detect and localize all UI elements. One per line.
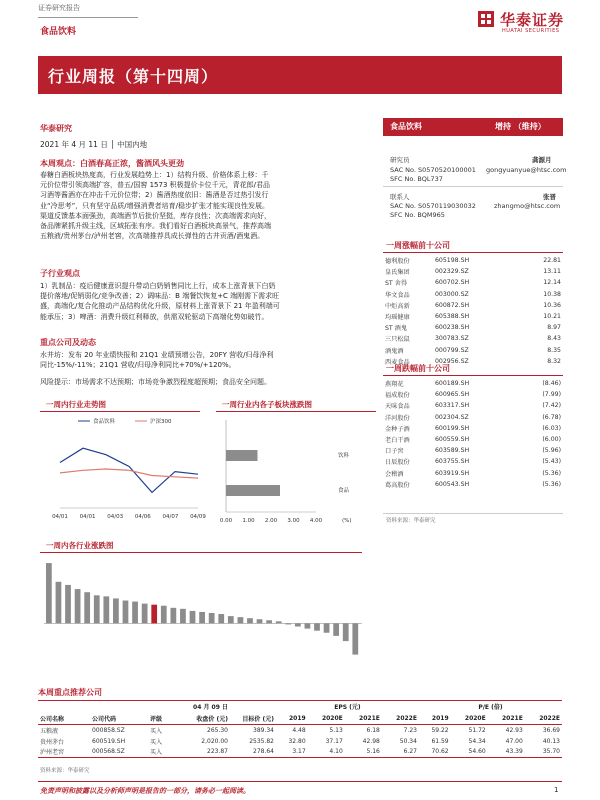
rating-value: 增持 （维持） [495,122,546,131]
section-research: 华泰研究 [40,124,72,133]
table-cell: 42.93 [505,726,523,734]
losers-row [383,378,563,389]
table-cell: 买入 [150,738,163,746]
gainers-row [383,289,563,300]
table-cell: 贵州茅台 [40,738,65,746]
sector-unit: (%) [342,518,352,524]
sub-line: 1）乳制品：疫后健康意识提升带动白奶销售同比上行，成本上涨背景下白奶 [40,282,276,290]
contact-name: 张晋 [543,193,556,201]
gainers-code: 605198.SH [435,257,470,265]
table-cell: 389.34 [253,726,274,734]
industry-bar [238,617,244,623]
losers-name: 洋河股份 [385,414,410,422]
table-cell: 70.62 [419,747,451,758]
recommend-table [38,700,562,758]
bottom-source: 资料来源：华泰研究 [40,768,90,774]
header-category: 食品饮料 [40,27,77,37]
view-line: 五粮液/贵州茅台/泸州老窖，次高端推荐具成长弹性的古井贡酒/酒鬼酒。 [40,232,265,241]
gainers-change: 13.11 [543,268,561,276]
gainers-code: 003000.SZ [435,290,469,298]
gainers-row [383,266,563,277]
contact-sac: SAC No. S0570119030032 [390,202,476,210]
analyst-email[interactable]: gongyuanyue@htsc.com [486,166,567,174]
rating-sector: 食品饮料 [390,122,422,131]
sector-category-label: 食品 [338,488,350,494]
sub-line: 能承压；3）啤酒：消费升级红利释放，供需双轮驱动下高端化势如破竹。 [40,312,269,321]
losers-title: 一周跌幅前十公司 [386,364,450,373]
trend-tick-label: 04/06 [134,514,151,520]
gainers-code: 600238.SH [435,324,470,332]
gainers-row [383,255,563,266]
sub-paragraph [40,281,375,322]
sector-tick-label: 0.00 [219,518,233,524]
losers-row [383,389,563,400]
eps-header: EPS (元) [276,701,419,713]
view-line: 元价位带引领高端扩容，普五/国窖 1573 积极提价卡位千元，青花郎/君品 [40,181,270,190]
losers-row [383,412,563,423]
gainers-row [383,345,563,356]
table-cell: 泸州老窖 [38,747,90,758]
table-cell: 000568.SZ [90,747,148,758]
analyst-sac: SAC No. S0570520100001 [390,166,476,174]
page-title: 行业周报（第十四周） [48,67,219,86]
table-cell: 000858.SZ [92,726,125,734]
table-cell: 61.59 [431,737,449,745]
gainers-code: 002956.SZ [435,357,469,365]
gainers-name: 华文食品 [385,291,410,299]
col-header: 2021E [488,713,525,725]
industry-bar [56,582,62,624]
gainers-name: 三只松鼠 [385,336,410,344]
company-line: 水井坊：发布 20 年业绩快报和 21Q1 业绩预增公告，20FY 营收/归母净利 [40,351,274,359]
industry-bar [209,613,215,623]
industry-bar [228,616,234,623]
industry-bar [46,563,52,623]
losers-line [383,375,563,376]
table-cell: 51.72 [468,726,486,734]
view-line: 业“冷思考”，只有坚守品质/增强消费者培育/稳步扩张才能实现良性发展。 [40,201,269,210]
gainers-change: 12.14 [543,279,561,287]
pe-header: P/E (倍) [419,701,562,713]
losers-row [383,434,563,445]
losers-name: 福成股份 [385,392,410,400]
disclaimer: 免责声明和披露以及分析师声明是报告的一部分，请务必一起阅读。 [40,787,250,795]
industry-bar [314,623,320,630]
series-csi-line [60,469,198,478]
industry-bar [199,612,205,623]
industry-bar [170,608,176,624]
trend-chart [40,412,210,530]
losers-change: (6.78) [542,413,561,421]
gainers-code: 600872.SH [435,301,470,309]
table-cell: 7.23 [403,726,417,734]
gainers-name: ST 舍得 [385,280,408,288]
sector-bar [226,450,258,461]
losers-table [383,378,563,490]
losers-code: 600543.SH [435,480,470,488]
col-header: 公司代码 [90,713,148,725]
col-header: 2021E [345,713,382,725]
col-header: 收盘价 (元) [184,713,230,725]
table-cell: 2,020.00 [201,737,228,745]
industry-bar [190,611,196,623]
gainers-change: 8.32 [547,357,561,365]
gainers-row [383,333,563,344]
close-date-header: 04 月 09 日 [184,701,230,713]
losers-code: 603589.SH [435,447,470,455]
table-cell: 54.60 [451,747,488,758]
logo-icon [478,11,494,27]
legend-food: 食品饮料 [93,419,116,425]
company-line: 同比-15%/-11%；21Q1 营收/归母净利同比+70%/+120%。 [40,361,236,370]
losers-row [383,423,563,434]
gainers-change: 10.21 [543,313,561,321]
right-source: 资料来源：华泰研究 [386,518,436,524]
table-cell: 2535.82 [249,737,274,745]
sector-chart-title: 一周行业内各子板块涨跌图 [222,400,312,409]
table-cell: 5.16 [345,747,382,758]
legend-csi: 沪深300 [150,419,172,425]
contact-sfc: SFC No. BQM965 [390,211,445,219]
gainers-code: 002329.SZ [435,268,469,276]
table-cell: 6.27 [382,747,419,758]
losers-change: (8.46) [542,380,561,388]
gainers-code: 300783.SZ [435,335,469,343]
sector-tick-label: 2.00 [264,518,278,524]
losers-change: (5.43) [542,458,561,466]
analyst-sfc: SFC No. BQL737 [390,175,443,183]
gainers-title: 一周涨幅前十公司 [386,241,450,250]
logo-subtext: HUATAI SECURITIES [502,28,560,34]
industry-bar [180,609,186,624]
sub-line: 提价落地/促销弱化/竞争改善；2）调味品：B 端餐饮恢复+C 端刚需下需求旺 [40,292,280,301]
losers-change: (7.99) [542,391,561,399]
gainers-name: 德利股份 [385,258,410,266]
losers-code: 603755.SH [435,458,470,466]
table-cell: 3.17 [276,747,308,758]
gainers-row [383,277,563,288]
trend-tick-label: 04/01 [52,514,68,520]
recommend-title: 本周重点推荐公司 [38,688,102,697]
industry-bar [132,602,138,624]
table-row [38,736,562,747]
industry-bar [257,619,263,623]
table-cell: 600519.SH [92,737,126,745]
losers-name: 燕翔花 [385,381,404,389]
company-paragraph [40,350,375,370]
table-cell: 54.34 [468,737,486,745]
losers-name: 葛高股份 [385,481,410,489]
sector-tick-label: 3.00 [287,518,300,524]
trend-tick-label: 04/09 [190,514,206,520]
table-cell: 278.64 [230,747,276,758]
col-header: 2019 [276,713,308,725]
gainers-change: 10.36 [543,301,561,309]
industry-bar [103,596,109,623]
gainers-code: 000799.SZ [435,346,469,354]
industry-bar [94,595,100,623]
industry-bar [218,614,224,623]
gainers-name: 酒鬼酒 [385,347,404,355]
sector-tick-label: 4.00 [309,518,323,524]
losers-change: (5.36) [542,480,561,488]
losers-change: (5.96) [542,447,561,455]
losers-code: 603919.SH [435,469,470,477]
col-header: 2022E [382,713,419,725]
industry-chart-title: 一周内各行业涨跌图 [46,541,114,550]
view-paragraph [40,170,375,241]
industry-bar [84,592,90,623]
table-cell: 43.39 [488,747,525,758]
sub-heading: 子行业观点 [40,269,80,278]
gainers-name: 均瑶健康 [385,314,410,322]
table-row [38,725,562,736]
losers-name: 口子窖 [385,448,404,456]
gainers-row [383,311,563,322]
losers-name: 金种子酒 [385,425,410,433]
col-header: 公司名称 [38,713,90,725]
losers-change: (5.36) [542,469,561,477]
table-cell: 5.13 [329,726,343,734]
gainers-table [383,255,563,367]
contact-email[interactable]: zhangmo@htsc.com [494,202,561,210]
analyst-name: 龚源月 [532,156,552,164]
gainers-change: 8.35 [547,346,561,354]
gainers-change: 8.43 [547,335,561,343]
gainers-code: 605388.SH [435,313,470,321]
losers-code: 600559.SH [435,436,470,444]
col-header: 评级 [148,713,184,725]
industry-bar [113,598,119,623]
view-line: 备品牌紧抓升级主线，区域拓张有序。我们看好白酒板块高景气，推荐高端 [40,222,271,231]
view-heading: 本周观点：白酒春高正浓，酱酒风头更劲 [40,159,184,168]
losers-row [383,445,563,456]
logo-text: 华泰证券 [500,11,565,29]
gainers-name: 皇氏集团 [385,269,410,277]
industry-bar [266,620,272,623]
table-cell: 223.87 [184,747,230,758]
industry-bar [295,623,301,626]
losers-code: 002304.SZ [435,413,469,421]
table-cell: 买入 [150,727,163,735]
losers-row [383,468,563,479]
gainers-line [383,252,563,253]
footer-divider [38,781,562,782]
view-line: 习酒等酱酒亦在冲击千元价位带；2）酱酒热度依旧：酱酒是否过热引发行 [40,191,269,200]
table-cell: 37.17 [325,737,343,745]
header-divider [38,17,138,18]
losers-code: 603317.SH [435,402,470,410]
losers-name: 老白干酒 [385,437,410,445]
trend-tick-label: 04/01 [79,514,96,520]
losers-name: 天味食品 [385,403,410,411]
sector-chart [216,412,376,530]
risk-line: 风险提示：市场需求不达预期；市场竞争激烈程度超预期；食品安全问题。 [40,378,271,386]
table-cell: 买入 [148,747,184,758]
table-cell: 4.10 [308,747,345,758]
losers-code: 600189.SH [435,380,470,388]
table-cell: 47.00 [505,737,523,745]
losers-change: (6.00) [542,436,561,444]
losers-name: 会稽酒 [385,470,404,478]
losers-code: 600965.SH [435,391,470,399]
industry-bar [123,601,129,624]
sector-bar [226,485,280,496]
losers-code: 600199.SH [435,424,470,432]
losers-name: 日辰股份 [385,459,410,467]
col-header: 2019 [419,713,451,725]
losers-change: (7.42) [542,402,561,410]
gainers-row [383,322,563,333]
table-cell: 4.48 [292,726,306,734]
table-cell: 6.18 [366,726,380,734]
analyst-divider [383,186,563,187]
table-cell: 36.69 [542,726,560,734]
industry-bar [352,623,358,654]
col-header: 2020E [308,713,345,725]
industry-bar [151,605,157,624]
trend-tick-label: 04/03 [107,514,124,520]
company-heading: 重点公司及动态 [40,338,96,347]
date-line: 2021 年 4 月 11 日 │ 中国内地 [40,140,148,149]
industry-bar [161,606,167,624]
industry-bar [333,623,339,635]
gainers-name: 中炬高新 [385,302,410,310]
losers-bottom-line [383,513,563,514]
losers-row [383,479,563,490]
gainers-name: 西麦食品 [385,358,410,366]
industry-chart [40,553,370,673]
analyst-role: 研究员 [390,156,410,164]
view-line: 渠道反馈基本面强劲，高端酒节后批价坚挺，库存良性；次高端需求向好， [40,211,271,220]
col-header: 2020E [451,713,488,725]
industry-bar [343,623,349,641]
col-header: 2022E [525,713,562,725]
table-cell: 59.22 [431,726,449,734]
trend-chart-title: 一周内行业走势图 [46,400,106,409]
industry-bar [65,585,71,623]
trend-tick-label: 04/07 [162,514,179,520]
table-cell: 42.98 [362,737,380,745]
sub-line: 盛，高端化/复合化推动产品结构优化升级，原材料上涨背景下 21 年盈利端可 [40,302,280,311]
table-cell: 35.70 [525,747,562,758]
col-header: 目标价 (元) [230,713,276,725]
sector-category-label: 饮料 [338,453,350,459]
page-number: 1 [554,786,559,794]
table-cell: 五粮液 [40,727,59,735]
gainers-code: 600702.SH [435,279,470,287]
gainers-name: ST 酒鬼 [385,325,408,333]
contact-role: 联系人 [390,193,410,201]
industry-bar [247,618,253,623]
table-cell: 265.30 [207,726,228,734]
losers-row [383,456,563,467]
industry-bar [285,623,291,624]
gainers-change: 22.81 [543,257,561,265]
industry-bar [324,623,330,632]
view-line: 春糖白酒板块热度高，行业发展趋势上：1）结构升级、价格体系上移：千 [40,171,269,179]
table-row [38,747,562,758]
industry-bar [142,604,148,624]
table-cell: 32.80 [288,737,306,745]
table-cell: 40.13 [542,737,560,745]
gainers-change: 10.38 [543,290,561,298]
losers-change: (6.03) [542,424,561,432]
gainers-row [383,300,563,311]
gainers-change: 8.97 [547,324,561,332]
industry-bar [75,589,81,623]
industry-bar [305,623,311,628]
industry-bar [276,621,282,623]
table-cell: 50.34 [399,737,417,745]
report-type: 证券研究报告 [38,4,80,12]
sector-tick-label: 1.00 [242,518,255,524]
losers-row [383,400,563,411]
